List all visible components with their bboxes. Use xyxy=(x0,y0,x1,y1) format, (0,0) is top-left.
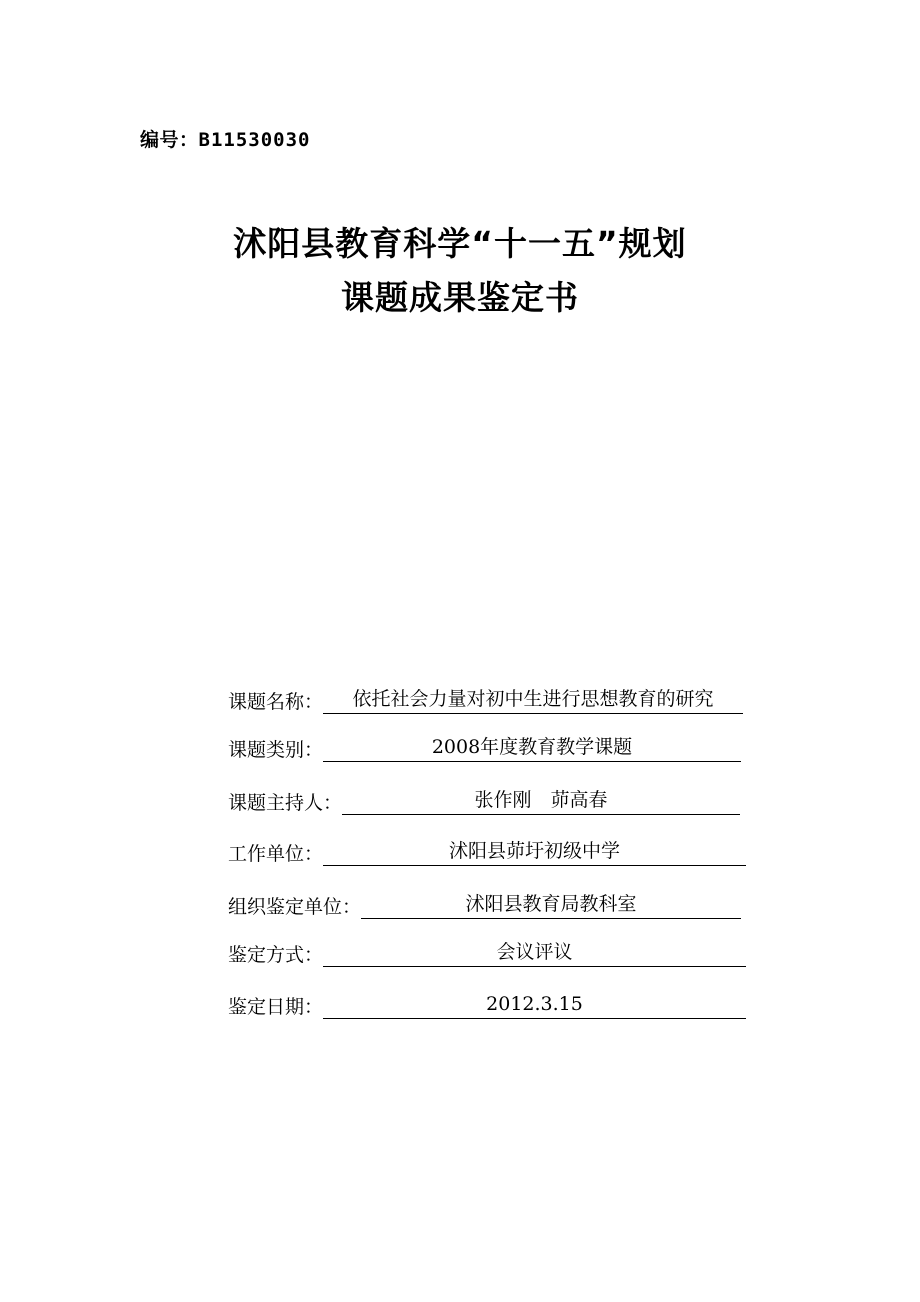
field-label: 课题类别： xyxy=(228,739,324,761)
field-label: 组织鉴定单位： xyxy=(228,896,362,918)
field-label: 鉴定日期： xyxy=(228,996,324,1018)
field-value: 沭阳县教育局教科室 xyxy=(361,892,741,919)
field-appraisal-date xyxy=(228,985,746,1019)
field-label: 课题名称： xyxy=(228,691,324,713)
field-work-unit xyxy=(228,832,746,866)
document-number xyxy=(140,125,310,152)
field-value: 2008年度教育教学课题 xyxy=(323,735,741,762)
field-project-name xyxy=(228,680,743,714)
document-number-label: 编号： xyxy=(140,129,199,151)
field-value: 沭阳县茆圩初级中学 xyxy=(323,839,746,866)
field-project-host xyxy=(228,781,740,815)
field-label: 课题主持人： xyxy=(228,792,343,814)
document-title-line1: 沭阳县教育科学“十一五”规划 xyxy=(233,224,687,263)
field-appraisal-organizer xyxy=(228,885,741,919)
field-value: 依托社会力量对初中生进行思想教育的研究 xyxy=(323,687,743,714)
document-title-line2: 课题成果鉴定书 xyxy=(341,278,579,317)
field-label: 鉴定方式： xyxy=(228,944,324,966)
field-appraisal-method xyxy=(228,933,746,967)
document-number-value: B11530030 xyxy=(198,129,311,151)
field-value: 会议评议 xyxy=(323,940,746,967)
field-label: 工作单位： xyxy=(228,843,324,865)
field-project-category xyxy=(228,728,741,762)
field-value: 2012.3.15 xyxy=(323,992,746,1019)
field-value: 张作刚 茆高春 xyxy=(342,788,740,815)
